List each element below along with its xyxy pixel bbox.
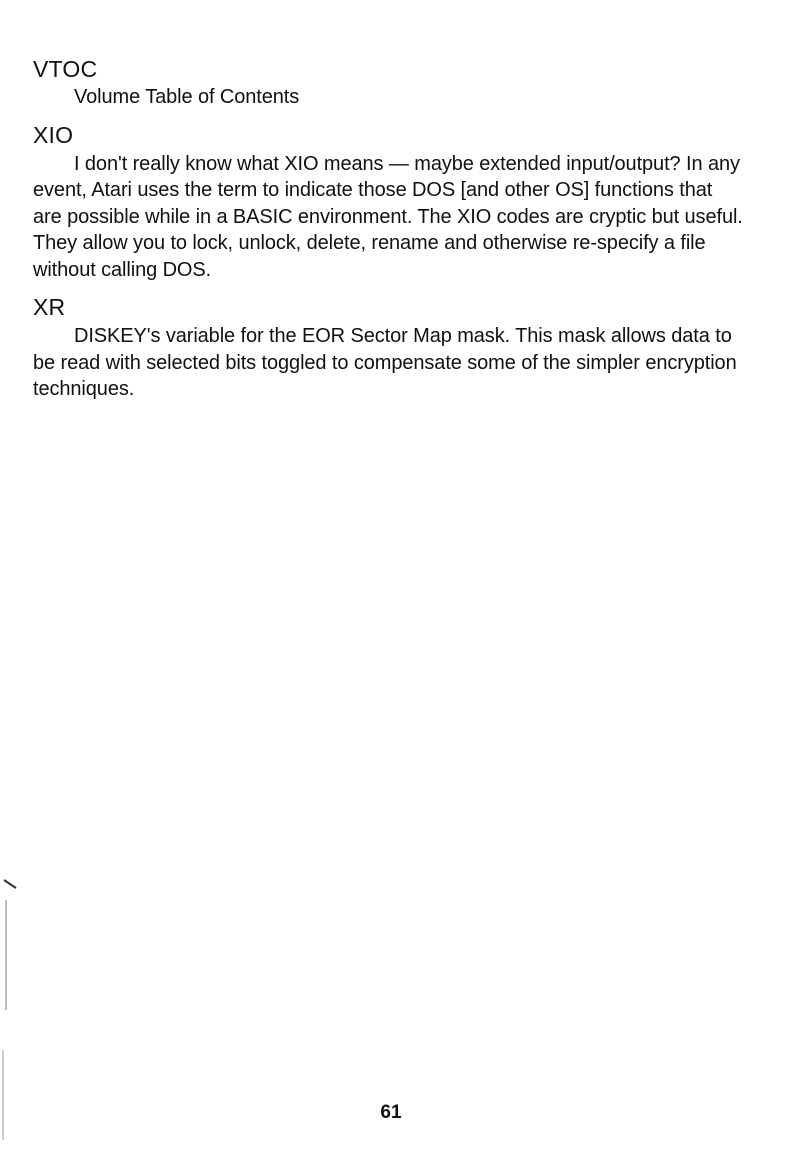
glossary-definition: I don't really know what XIO means — maybe extended input/output? In any event, Atari uses the term to indicate those DOS [and other OS] functions that are possible while in a BASIC environment. The XIO codes are cryptic but useful. They allow you to lock, unlock, delete, rename and otherwise re-specify a file without calling DOS. <box>33 152 743 281</box>
glossary-definition: DISKEY's variable for the EOR Sector Map mask. This mask allows data to be read with selected bits toggled to compensate some of the simpler encryption techniques. <box>33 325 737 400</box>
glossary-definition: Volume Table of Contents <box>74 86 300 108</box>
glossary-entry-vtoc <box>33 54 745 111</box>
glossary-entry-xio <box>33 119 745 284</box>
glossary-term: VTOC <box>33 56 98 82</box>
page-number: 61 <box>380 1102 402 1123</box>
glossary-term: XR <box>33 294 66 320</box>
glossary-entry-xr <box>33 291 745 403</box>
scan-edge-artifacts <box>0 0 30 1156</box>
glossary-entries <box>33 54 745 403</box>
glossary-term: XIO <box>33 121 74 148</box>
